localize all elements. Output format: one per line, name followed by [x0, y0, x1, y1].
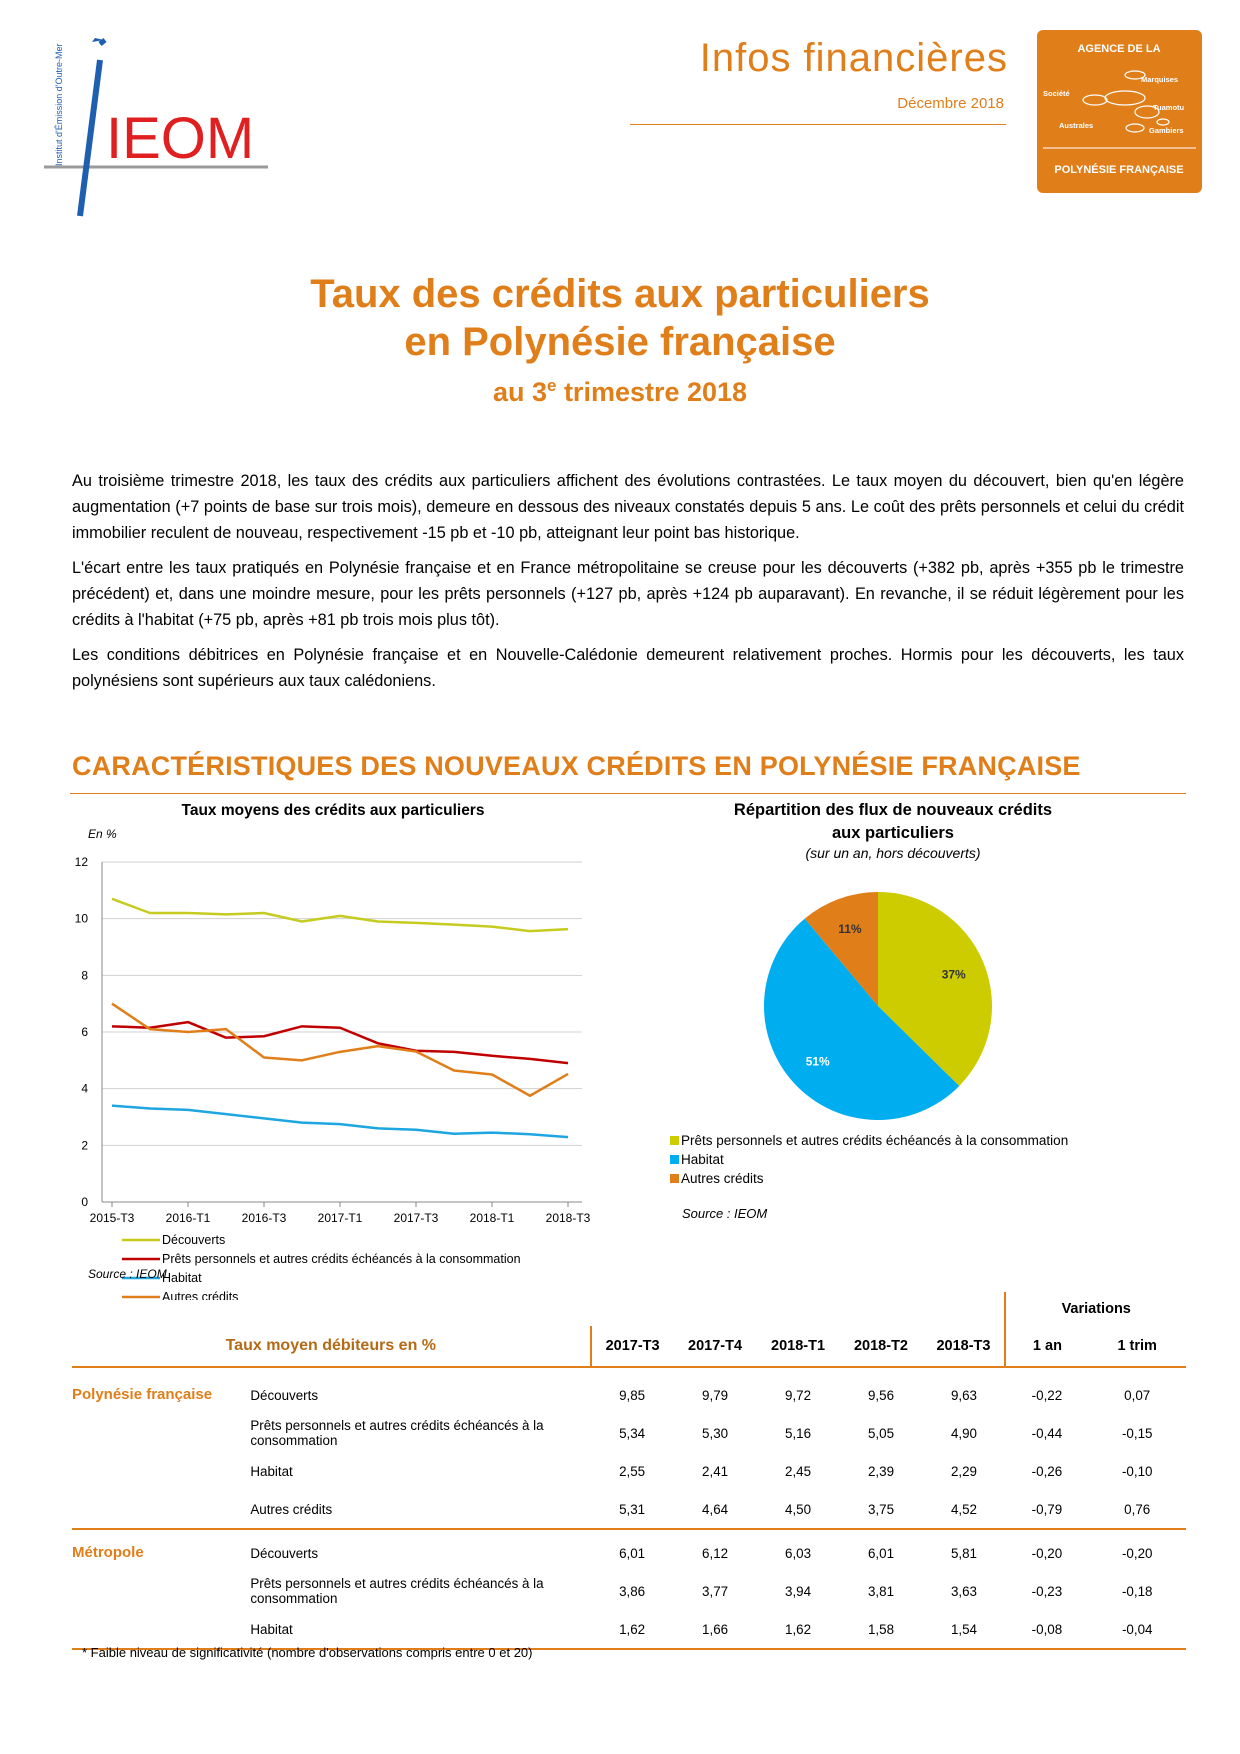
agency-badge: [1037, 30, 1202, 193]
section-title: CARACTÉRISTIQUES DES NOUVEAUX CRÉDITS EN POLYNÉSIE FRANÇAISE: [72, 751, 1081, 781]
cell-value: -0,26: [1031, 1463, 1063, 1479]
rates-table: [72, 1292, 1186, 1654]
xtick-label: 2017-T1: [317, 1211, 363, 1225]
column-header: 1 an: [1005, 1326, 1088, 1367]
cell-value: 3,75: [867, 1501, 895, 1517]
pie-slices: [764, 892, 992, 1120]
cell-value: 5,16: [785, 1425, 812, 1441]
cell-value: 0,76: [1124, 1501, 1151, 1517]
main-title: [0, 270, 1240, 410]
line-chart-legend: [122, 1233, 521, 1300]
title-line-3-suffix: trimestre 2018: [556, 377, 748, 407]
cell-value: 3,81: [867, 1583, 895, 1599]
cell-value: 2,45: [785, 1463, 812, 1479]
table-variations-row: [72, 1292, 1186, 1326]
cell-value: 6,12: [702, 1545, 729, 1561]
series-line-0: [112, 899, 568, 931]
cell-value: 3,63: [950, 1583, 977, 1599]
line-chart-ylabel: En %: [88, 827, 117, 841]
island-label-societe: Société: [1043, 89, 1070, 98]
ytick-label: 4: [81, 1081, 88, 1096]
cell-value: -0,18: [1121, 1583, 1153, 1599]
series-line-3: [112, 1004, 568, 1096]
cell-value: 4,64: [702, 1501, 729, 1517]
rates-table-grid: [72, 1292, 1186, 1654]
pie-legend-label-0: Prêts personnels et autres crédits échéancés à la consommation: [681, 1133, 1069, 1148]
cell-value: -0,20: [1031, 1545, 1063, 1561]
pie-legend-label-2: Autres crédits: [681, 1171, 764, 1186]
xtick-label: 2016-T1: [165, 1211, 211, 1225]
pie-label-2: 11%: [838, 921, 862, 936]
pie-chart-title-1: Répartition des flux de nouveaux crédits: [733, 801, 1053, 819]
cell-value: -0,15: [1121, 1425, 1153, 1441]
cell-value: 1,54: [950, 1621, 977, 1637]
publication-title: Infos financières: [699, 36, 1008, 80]
cell-value: 4,52: [950, 1501, 977, 1517]
intro-paragraph-2: L'écart entre les taux pratiqués en Polynésie française et en France métropolitaine se creuse pour les découverts (+382 pb, après +355 pb le trimestre précédent) et, dans une moindre mesure, pour les prêts personnels (+127 pb, après +124 pb auparavant). En revanche, il se réduit légèrement pour les crédits à l'habitat (+75 pb, après +81 pb trois mois plus tôt).: [72, 559, 1184, 629]
cell-value: 4,90: [950, 1425, 977, 1441]
cell-value: 9,63: [950, 1387, 977, 1403]
header-divider: [630, 124, 1006, 125]
ytick-label: 6: [81, 1025, 88, 1039]
title-line-2: en Polynésie française: [404, 320, 836, 364]
cell-value: -0,23: [1031, 1583, 1063, 1599]
logo-vertical-text: Institut d'Émission d'Outre-Mer: [54, 43, 64, 166]
pie-chart-source: Source : IEOM: [682, 1206, 768, 1221]
table-footnote: * Faible niveau de significativité (nombre d'observations compris entre 0 et 20): [82, 1645, 533, 1660]
cell-value: 9,79: [702, 1387, 729, 1403]
cell-value: 3,94: [785, 1583, 812, 1599]
pie-chart-subtitle: (sur un an, hors découverts): [805, 845, 981, 861]
cell-value: 5,81: [950, 1545, 977, 1561]
xtick-label: 2016-T3: [241, 1211, 287, 1225]
island-label-australes: Australes: [1059, 121, 1094, 130]
cell-value: 9,85: [619, 1387, 646, 1403]
cell-value: 3,77: [702, 1583, 729, 1599]
row-label: Découverts: [250, 1545, 319, 1561]
row-label: Prêts personnels et autres crédits échéancés à la consommation: [250, 1576, 544, 1606]
ytick-label: 12: [74, 855, 88, 869]
legend-label-0: Découverts: [162, 1233, 226, 1247]
island-label-gambiers: Gambiers: [1149, 126, 1184, 135]
section-divider: [70, 793, 1186, 794]
cell-value: 6,01: [619, 1545, 646, 1561]
title-line-3: [0, 368, 1240, 410]
title-line-3-sup: e: [546, 376, 557, 395]
ieom-logo: [44, 38, 274, 218]
cell-value: -0,22: [1031, 1387, 1063, 1403]
table-row: [72, 1376, 1186, 1414]
cell-value: -0,10: [1121, 1463, 1153, 1479]
region-label: Métropole: [72, 1544, 144, 1561]
variations-header: Variations: [1005, 1292, 1186, 1326]
table-header-row: [72, 1326, 1186, 1367]
xtick-label: 2018-T3: [545, 1211, 591, 1225]
cell-value: 6,01: [867, 1545, 895, 1561]
line-chart: [70, 800, 630, 1300]
cell-value: 0,07: [1124, 1387, 1151, 1403]
cell-value: 2,39: [867, 1463, 895, 1479]
island-label-marquises: Marquises: [1141, 75, 1179, 84]
agency-bottom-text: POLYNÉSIE FRANÇAISE: [1054, 164, 1184, 176]
cell-value: -0,79: [1031, 1501, 1063, 1517]
region-label: Polynésie française: [72, 1386, 213, 1403]
cell-value: 1,58: [867, 1621, 895, 1637]
publication-date: Décembre 2018: [897, 95, 1004, 112]
cell-value: 1,62: [785, 1621, 812, 1637]
title-line-1: Taux des crédits aux particuliers: [310, 272, 930, 316]
legend-label-1: Prêts personnels et autres crédits échéancés à la consommation: [162, 1252, 521, 1266]
pie-label-1: 51%: [805, 1054, 830, 1069]
cell-value: 1,66: [702, 1621, 729, 1637]
row-label: Découverts: [250, 1387, 319, 1403]
row-label: Habitat: [250, 1621, 293, 1637]
xtick-label: 2017-T3: [393, 1211, 439, 1225]
series-line-1: [112, 1022, 568, 1063]
cell-value: 6,03: [785, 1545, 812, 1561]
intro-text: [72, 468, 1184, 703]
cell-value: 9,56: [867, 1387, 895, 1403]
cell-value: 5,05: [867, 1425, 895, 1441]
cell-value: -0,04: [1121, 1621, 1153, 1637]
cell-value: 1,62: [619, 1621, 646, 1637]
row-label: Habitat: [250, 1463, 293, 1479]
column-header: 1 trim: [1117, 1338, 1157, 1354]
column-header: 2018-T3: [936, 1338, 991, 1354]
pie-chart-title-2: aux particuliers: [832, 824, 954, 842]
column-header: 2017-T4: [688, 1338, 743, 1354]
ytick-label: 10: [74, 911, 88, 926]
line-chart-series: [112, 899, 568, 1137]
logo-text: IEOM: [106, 106, 255, 171]
pie-legend-swatch-0: [670, 1136, 679, 1145]
title-line-3-prefix: au 3: [492, 377, 547, 407]
column-header: 2018-T2: [853, 1338, 908, 1354]
ytick-label: 8: [81, 968, 88, 983]
row-label: Autres crédits: [250, 1501, 333, 1517]
ytick-label: 0: [81, 1195, 88, 1209]
table-title: Taux moyen débiteurs en %: [225, 1337, 437, 1354]
cell-value: 4,50: [785, 1501, 812, 1517]
cell-value: 5,31: [619, 1501, 646, 1517]
pie-label-0: 37%: [941, 967, 966, 982]
pie-legend-swatch-2: [670, 1174, 679, 1183]
table-row: [72, 1534, 1186, 1572]
cell-value: 5,30: [702, 1425, 729, 1441]
pie-legend-label-1: Habitat: [681, 1152, 724, 1167]
cell-value: 9,72: [785, 1387, 812, 1403]
cell-value: -0,44: [1031, 1425, 1063, 1441]
line-chart-source: Source : IEOM: [88, 1267, 167, 1281]
island-label-tuamotu: Tuamotu: [1153, 103, 1185, 112]
line-chart-title: Taux moyens des crédits aux particuliers: [181, 802, 485, 819]
legend-label-2: Habitat: [162, 1271, 202, 1285]
pie-legend-swatch-1: [670, 1155, 679, 1164]
series-line-2: [112, 1106, 568, 1137]
column-header: 2017-T3: [591, 1326, 674, 1367]
ytick-label: 2: [81, 1138, 88, 1153]
cell-value: 2,55: [619, 1463, 646, 1479]
xtick-label: 2018-T1: [469, 1211, 515, 1225]
intro-paragraph-3: Les conditions débitrices en Polynésie française et en Nouvelle-Calédonie demeurent relativement proches. Hormis pour les découverts, les taux polynésiens sont supérieurs aux taux calédoniens.: [72, 646, 1184, 690]
column-header: 2018-T1: [771, 1338, 826, 1354]
cell-value: 2,41: [702, 1463, 729, 1479]
cell-value: 2,29: [950, 1463, 977, 1479]
pie-legend: [670, 1133, 1068, 1186]
cell-value: 3,86: [619, 1583, 646, 1599]
line-chart-yticks: [75, 855, 89, 1209]
cell-value: -0,08: [1031, 1621, 1063, 1637]
pie-chart: [660, 800, 1190, 1240]
line-chart-xticks: [90, 1202, 591, 1225]
cell-value: 5,34: [619, 1425, 646, 1441]
xtick-label: 2015-T3: [89, 1211, 135, 1225]
legend-label-3: Autres crédits: [162, 1290, 239, 1300]
agency-top-text: AGENCE DE LA: [1077, 43, 1161, 55]
intro-paragraph-1: Au troisième trimestre 2018, les taux des crédits aux particuliers affichent des évolutions contrastées. Le taux moyen du découvert, bien qu'en légère augmentation (+7 points de base sur trois mois), demeure en dessous des niveaux constatés depuis 5 ans. Le coût des prêts personnels et celui du crédit immobilier reculent de nouveau, respectivement -15 pb et -10 pb, atteignant leur point bas historique.: [72, 472, 1184, 542]
row-label: Prêts personnels et autres crédits échéancés à la consommation: [250, 1418, 544, 1448]
cell-value: -0,20: [1121, 1545, 1153, 1561]
